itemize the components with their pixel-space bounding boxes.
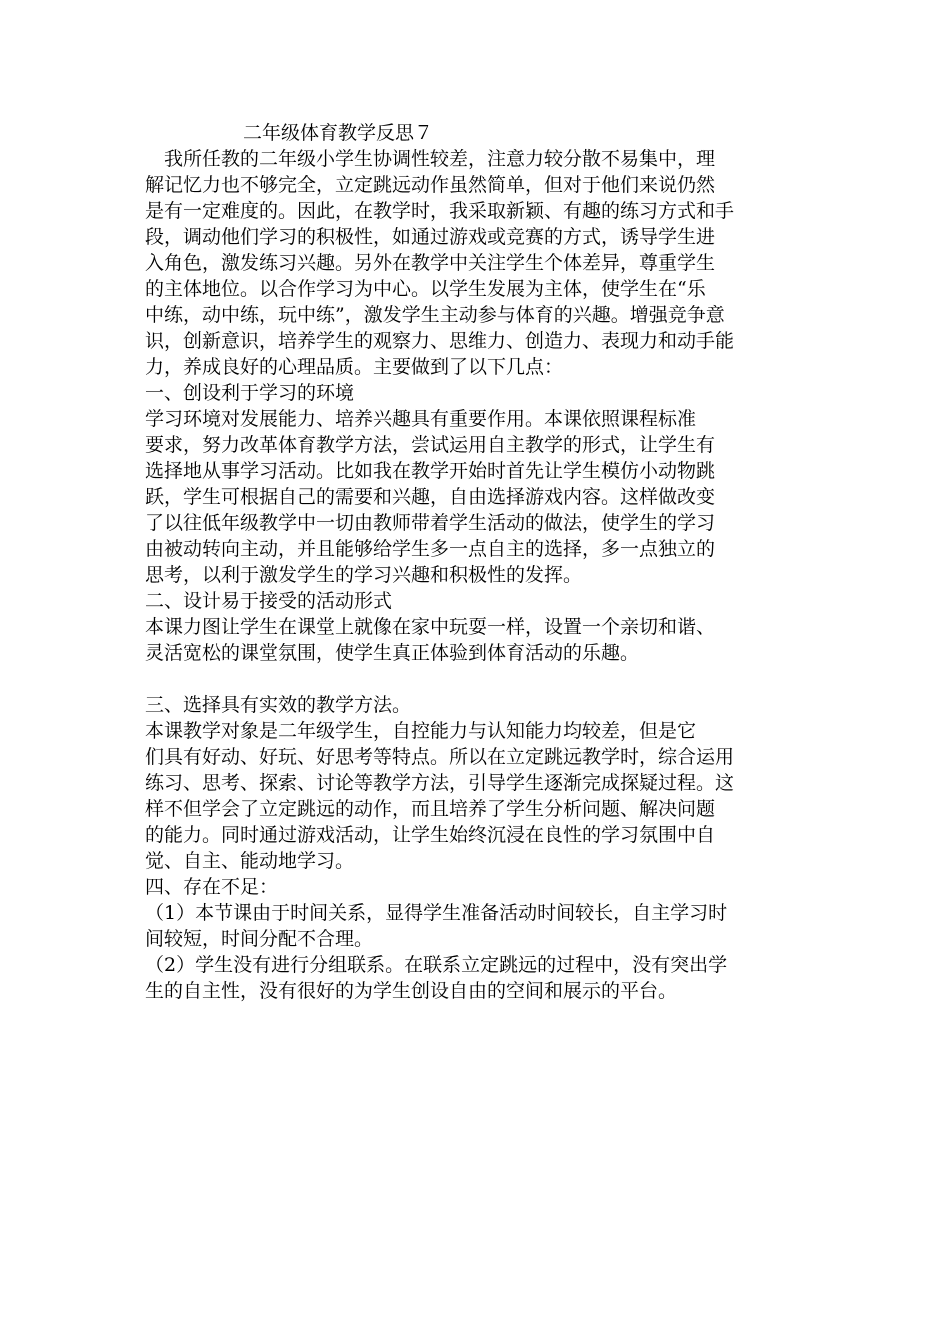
- text-line: 间较短，时间分配不合理。: [145, 928, 374, 950]
- text-line: 的主体地位。以合作学习为中心。以学生发展为主体，使学生在“乐: [145, 278, 706, 300]
- text-line: 入角色，激发练习兴趣。另外在教学中关注学生个体差异，尊重学生: [145, 252, 716, 274]
- text-line: 段，调动他们学习的积极性，如通过游戏或竞赛的方式，诱导学生进: [145, 226, 716, 248]
- text-line: 选择地从事学习活动。比如我在教学开始时首先让学生模仿小动物跳: [145, 460, 716, 482]
- section-heading: [145, 380, 825, 406]
- text-line: 生的自主性，没有很好的为学生创设自由的空间和展示的平台。: [145, 980, 678, 1002]
- paragraph: [145, 718, 825, 874]
- text-line: 灵活宽松的课堂氛围，使学生真正体验到体育活动的乐趣。: [145, 642, 640, 664]
- text-line: 本课教学对象是二年级学生，自控能力与认知能力均较差，但是它: [145, 720, 697, 742]
- document-page: [145, 120, 825, 1004]
- text-line: 要求，努力改革体育教学方法，尝试运用自主教学的形式，让学生有: [145, 434, 716, 456]
- text-line: 们具有好动、好玩、好思考等特点。所以在立定跳远教学时，综合运用: [145, 746, 735, 768]
- text-line: 本课力图让学生在课堂上就像在家中玩耍一样，设置一个亲切和谐、: [145, 616, 716, 638]
- paragraph: [145, 614, 825, 666]
- text-line: 我所任教的二年级小学生协调性较差，注意力较分散不易集中，理: [145, 148, 716, 170]
- text-line: 思考，以利于激发学生的学习兴趣和积极性的发挥。: [145, 564, 583, 586]
- text-line: 解记忆力也不够完全，立定跳远动作虽然简单，但对于他们来说仍然: [145, 174, 716, 196]
- text-line: 力，养成良好的心理品质。主要做到了以下几点：: [145, 356, 564, 378]
- text-line: 样不但学会了立定跳远的动作，而且培养了学生分析问题、解决问题: [145, 798, 716, 820]
- text-line: 是有一定难度的。因此，在教学时，我采取新颖、有趣的练习方式和手: [145, 200, 735, 222]
- paragraph: [145, 900, 825, 952]
- text-line: 练习、思考、探索、讨论等教学方法，引导学生逐渐完成探疑过程。这: [145, 772, 735, 794]
- paragraph: [145, 146, 825, 380]
- text-line: 一、创设利于学习的环境: [145, 382, 355, 404]
- section-heading: [145, 874, 825, 900]
- section-heading: [145, 692, 825, 718]
- text-line: 中练，动中练，玩中练”，激发学生主动参与体育的兴趣。增强竞争意: [145, 304, 725, 326]
- text-line: 四、存在不足：: [145, 876, 279, 898]
- text-line: 了以往低年级教学中一切由教师带着学生活动的做法，使学生的学习: [145, 512, 716, 534]
- document-body: [145, 146, 825, 1004]
- paragraph: [145, 952, 825, 1004]
- section-heading: [145, 588, 825, 614]
- text-line: 觉、自主、能动地学习。: [145, 850, 355, 872]
- text-line: 的能力。同时通过游戏活动，让学生始终沉浸在良性的学习氛围中自: [145, 824, 716, 846]
- blank-line: [145, 666, 825, 692]
- text-line: （1）本节课由于时间关系，显得学生准备活动时间较长，自主学习时: [145, 902, 728, 924]
- text-line: 跃，学生可根据自己的需要和兴趣，自由选择游戏内容。这样做改变: [145, 486, 716, 508]
- text-line: 由被动转向主动，并且能够给学生多一点自主的选择，多一点独立的: [145, 538, 716, 560]
- text-line: （2）学生没有进行分组联系。在联系立定跳远的过程中，没有突出学: [145, 954, 728, 976]
- document-title: 二年级体育教学反思７: [243, 122, 434, 144]
- text-line: 三、选择具有实效的教学方法。: [145, 694, 412, 716]
- text-line: 二、设计易于接受的活动形式: [145, 590, 393, 612]
- text-line: 识，创新意识，培养学生的观察力、思维力、创造力、表现力和动手能: [145, 330, 735, 352]
- text-line: 学习环境对发展能力、培养兴趣具有重要作用。本课依照课程标准: [145, 408, 697, 430]
- paragraph: [145, 406, 825, 588]
